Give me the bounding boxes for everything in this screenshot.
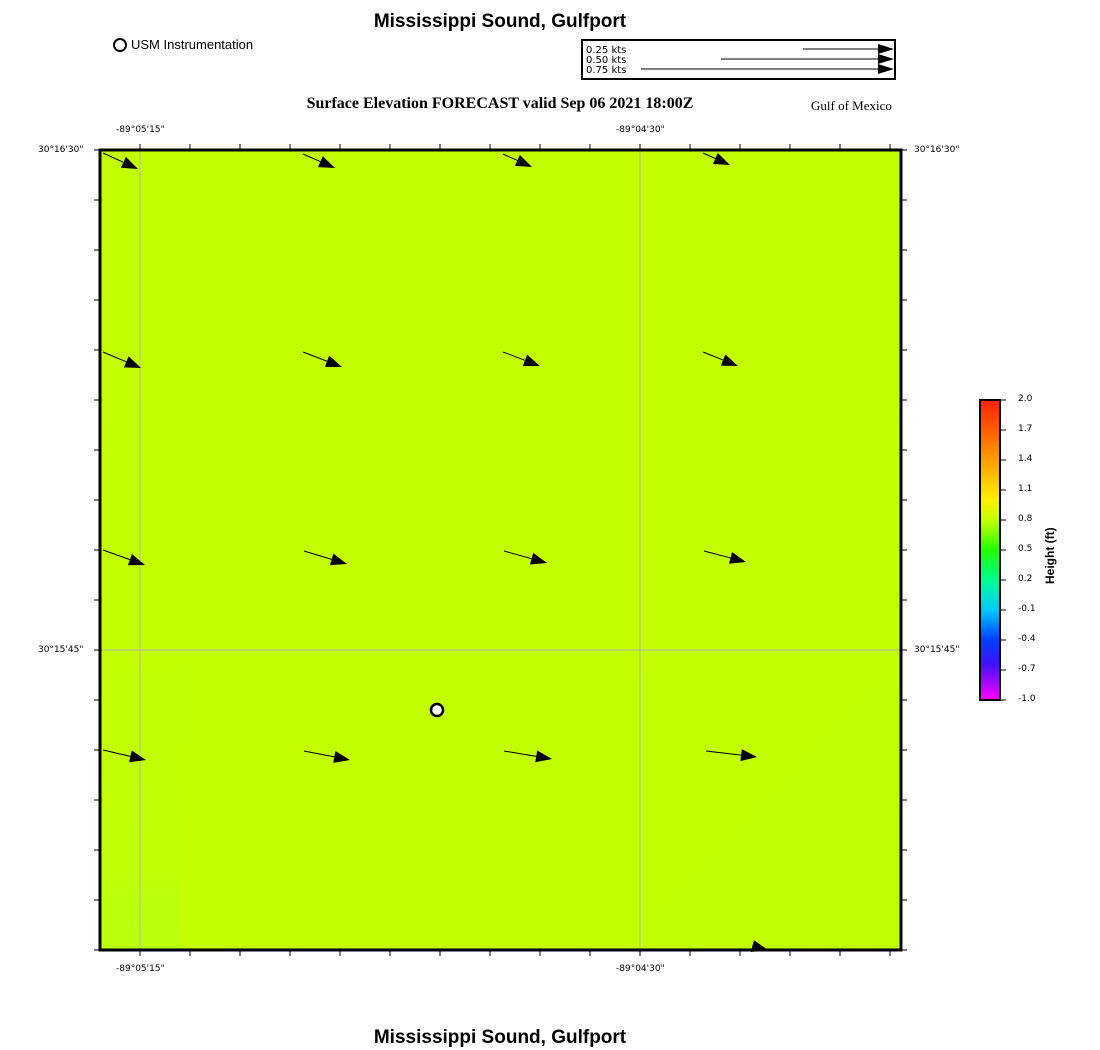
lat-left-label-2: 30°15'45"	[38, 645, 84, 655]
map-title-bottom: Mississippi Sound, Gulfport	[373, 1027, 627, 1048]
colorbar-title: Height (ft)	[1043, 527, 1057, 584]
colorbar-gradient	[980, 400, 1000, 700]
lon-bottom-label-2: -89°04'30"	[616, 964, 665, 974]
scale-label-050: 0.50 kts	[586, 55, 627, 66]
usm-station-marker	[431, 704, 443, 716]
lat-right-label-2: 30°15'45"	[914, 645, 960, 655]
colorbar-tick-label: -0.7	[1018, 664, 1036, 674]
lat-right-label-1: 30°16'30"	[914, 145, 960, 155]
colorbar-tick-label: 0.8	[1018, 514, 1033, 524]
colorbar-tick-label: -0.1	[1018, 604, 1036, 614]
colorbar-tick-label: 1.4	[1018, 454, 1033, 464]
map-title: Mississippi Sound, Gulfport	[373, 11, 627, 32]
colorbar-tick-label: -1.0	[1018, 694, 1036, 704]
colorbar-tick-label: 1.7	[1018, 424, 1033, 434]
scale-label-025: 0.25 kts	[586, 45, 627, 56]
region-label: Gulf of Mexico	[811, 98, 892, 113]
colorbar-tick-label: 0.2	[1018, 574, 1033, 584]
colorbar-tick-label: 1.1	[1018, 484, 1033, 494]
lon-top-label-2: -89°04'30"	[616, 125, 665, 135]
instrument-legend-label: USM Instrumentation	[131, 37, 254, 52]
forecast-title: Surface Elevation FORECAST valid Sep 06 2021 18:00Z	[306, 95, 694, 112]
colorbar-tick-label: 2.0	[1018, 394, 1033, 404]
colorbar	[978, 398, 1008, 709]
colorbar-svg	[978, 398, 1008, 704]
scale-label-075: 0.75 kts	[586, 65, 627, 76]
colorbar-tick-label: 0.5	[1018, 544, 1033, 554]
colorbar-tick-label: -0.4	[1018, 634, 1036, 644]
lon-top-label-1: -89°05'15"	[116, 125, 165, 135]
lon-bottom-label-1: -89°05'15"	[116, 964, 165, 974]
lat-left-label-1: 30°16'30"	[38, 145, 84, 155]
elevation-field	[100, 150, 901, 950]
